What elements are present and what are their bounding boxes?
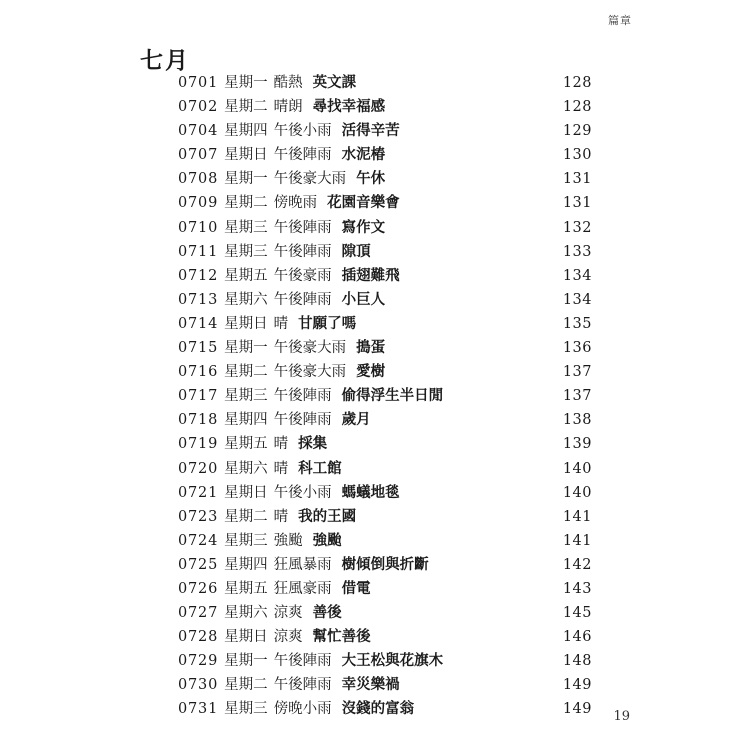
entry-title: 幫忙善後 xyxy=(312,628,371,646)
entry-weekday: 星期六 xyxy=(224,460,268,477)
entry-weather: 午後陣雨 xyxy=(273,219,332,236)
entry-title: 幸災樂禍 xyxy=(341,676,400,694)
entry-title: 愛樹 xyxy=(356,363,386,381)
entry-page-number: 149 xyxy=(562,677,592,694)
entry-page-number: 149 xyxy=(562,701,592,718)
entry-weather: 午後陣雨 xyxy=(273,388,332,405)
entry-page-number: 148 xyxy=(562,653,592,670)
toc-entry[interactable] xyxy=(178,336,592,360)
toc-entry[interactable] xyxy=(178,95,592,119)
entry-page-number: 136 xyxy=(562,340,592,357)
entry-title: 強颱 xyxy=(312,531,342,549)
entry-weekday: 星期三 xyxy=(224,701,268,718)
entry-code: 0719 xyxy=(178,436,219,453)
toc-entry[interactable] xyxy=(178,697,592,721)
entry-weather: 酷熱 xyxy=(273,75,303,91)
entry-weekday: 星期日 xyxy=(224,629,268,646)
toc-entry[interactable] xyxy=(178,625,592,649)
entry-title: 沒錢的富翁 xyxy=(341,700,415,718)
entry-weather: 午後陣雨 xyxy=(273,147,332,164)
toc-entry[interactable] xyxy=(178,649,592,673)
running-head: 篇章 xyxy=(608,14,632,27)
entry-title: 我的王國 xyxy=(298,507,357,525)
toc-entry[interactable] xyxy=(178,432,592,456)
entry-code: 0716 xyxy=(178,364,219,381)
entry-code: 0713 xyxy=(178,291,219,308)
entry-code: 0728 xyxy=(178,629,219,646)
entry-code: 0720 xyxy=(178,460,219,477)
entry-code: 0721 xyxy=(178,484,219,501)
entry-code: 0704 xyxy=(178,123,219,140)
entry-weekday: 星期二 xyxy=(224,364,268,381)
entry-page-number: 141 xyxy=(562,532,592,549)
entry-page-number: 145 xyxy=(562,605,592,622)
entry-weekday: 星期四 xyxy=(224,412,268,429)
entry-weather: 午後豪大雨 xyxy=(273,364,347,381)
toc-entry[interactable] xyxy=(178,529,592,553)
entry-page-number: 140 xyxy=(562,460,592,477)
entry-weather: 午後豪大雨 xyxy=(273,340,347,357)
toc-entry[interactable] xyxy=(178,673,592,697)
entry-page-number: 131 xyxy=(562,195,592,212)
entry-page-number: 137 xyxy=(562,364,592,381)
entry-page-number: 146 xyxy=(562,629,592,646)
entry-page-number: 142 xyxy=(562,556,592,573)
entry-page-number: 137 xyxy=(562,388,592,405)
entry-weather: 午後小雨 xyxy=(273,484,332,501)
entry-weather: 午後陣雨 xyxy=(273,243,332,260)
entry-code: 0725 xyxy=(178,556,219,573)
toc-entry[interactable] xyxy=(178,119,592,143)
entry-weather: 午後陣雨 xyxy=(273,412,332,429)
entry-code: 0702 xyxy=(178,99,219,116)
entry-weekday: 星期二 xyxy=(224,195,268,212)
entry-weather: 狂風豪雨 xyxy=(273,580,332,597)
entry-weather: 傍晚雨 xyxy=(273,195,318,212)
toc-entry[interactable] xyxy=(178,143,592,167)
section-title: 七月 xyxy=(140,47,190,74)
entry-title: 歲月 xyxy=(341,411,371,429)
toc-entry[interactable] xyxy=(178,577,592,601)
toc-entry[interactable] xyxy=(178,505,592,529)
entry-code: 0701 xyxy=(178,75,219,91)
entry-title: 英文課 xyxy=(312,74,357,91)
entry-page-number: 141 xyxy=(562,508,592,525)
entry-title: 寫作文 xyxy=(341,218,386,236)
entry-weekday: 星期二 xyxy=(224,99,268,116)
entry-title: 尋找幸福感 xyxy=(312,98,386,116)
entry-weekday: 星期五 xyxy=(224,580,268,597)
entry-title: 偷得浮生半日閒 xyxy=(341,387,444,405)
entry-weather: 傍晚小雨 xyxy=(273,701,332,718)
entry-code: 0710 xyxy=(178,219,219,236)
entry-page-number: 135 xyxy=(562,315,592,332)
entry-code: 0712 xyxy=(178,267,219,284)
entry-code: 0731 xyxy=(178,701,219,718)
entry-weekday: 星期四 xyxy=(224,556,268,573)
entry-title: 科工館 xyxy=(298,459,342,477)
entry-weekday: 星期三 xyxy=(224,388,268,405)
toc-entry[interactable] xyxy=(178,240,592,264)
entry-weekday: 星期三 xyxy=(224,243,268,260)
entry-weekday: 星期日 xyxy=(224,484,268,501)
entry-title: 水泥椿 xyxy=(341,146,386,164)
entry-weekday: 星期二 xyxy=(224,508,268,525)
entry-page-number: 138 xyxy=(562,412,592,429)
entry-weekday: 星期四 xyxy=(224,123,268,140)
entry-code: 0711 xyxy=(178,243,219,260)
entry-weekday: 星期一 xyxy=(224,75,268,91)
entry-code: 0708 xyxy=(178,171,219,188)
entry-page-number: 140 xyxy=(562,484,592,501)
page-number: 19 xyxy=(613,709,630,724)
entry-code: 0715 xyxy=(178,340,219,357)
entry-weather: 午後豪大雨 xyxy=(273,171,347,188)
entry-code: 0714 xyxy=(178,315,219,332)
entry-weather: 晴 xyxy=(273,460,289,477)
entry-title: 活得辛苦 xyxy=(341,122,400,140)
entry-page-number: 132 xyxy=(562,219,592,236)
entry-weekday: 星期一 xyxy=(224,653,268,670)
entry-weekday: 星期日 xyxy=(224,315,268,332)
entry-code: 0723 xyxy=(178,508,219,525)
entry-title: 隙頂 xyxy=(341,242,371,260)
toc-entry[interactable] xyxy=(178,360,592,384)
entry-code: 0717 xyxy=(178,388,219,405)
toc-entry[interactable] xyxy=(178,191,592,215)
toc-entry[interactable] xyxy=(178,216,592,240)
entry-page-number: 134 xyxy=(562,267,592,284)
entry-weather: 午後陣雨 xyxy=(273,653,332,670)
entry-weekday: 星期一 xyxy=(224,340,268,357)
entry-title: 善後 xyxy=(312,604,342,622)
toc-entry[interactable] xyxy=(178,408,592,432)
entry-weather: 晴 xyxy=(273,315,289,332)
entry-title: 大王松與花旗木 xyxy=(341,652,444,670)
entry-page-number: 143 xyxy=(562,580,592,597)
entry-weather: 晴 xyxy=(273,436,289,453)
entry-title: 螞蟻地毯 xyxy=(341,483,400,501)
entry-page-number: 130 xyxy=(562,147,592,164)
toc-entry[interactable] xyxy=(178,264,592,288)
entry-weekday: 星期六 xyxy=(224,605,268,622)
toc-entry[interactable] xyxy=(178,71,592,95)
entry-weekday: 星期一 xyxy=(224,171,268,188)
toc-entry[interactable] xyxy=(178,288,592,312)
entry-page-number: 139 xyxy=(562,436,592,453)
entry-page-number: 129 xyxy=(562,123,592,140)
entry-page-number: 131 xyxy=(562,171,592,188)
toc-entry[interactable] xyxy=(178,312,592,336)
toc-entry[interactable] xyxy=(178,457,592,481)
table-of-contents xyxy=(178,71,592,722)
entry-weekday: 星期六 xyxy=(224,291,268,308)
entry-weather: 午後陣雨 xyxy=(273,677,332,694)
entry-page-number: 134 xyxy=(562,291,592,308)
entry-title: 插翅難飛 xyxy=(341,266,400,284)
entry-code: 0707 xyxy=(178,147,219,164)
entry-title: 小巨人 xyxy=(341,290,386,308)
entry-title: 借電 xyxy=(341,579,371,597)
entry-weather: 午後豪雨 xyxy=(273,267,332,284)
entry-weather: 強颱 xyxy=(273,532,303,549)
entry-page-number: 128 xyxy=(562,75,592,91)
entry-title: 搗蛋 xyxy=(356,339,386,357)
entry-code: 0709 xyxy=(178,195,219,212)
entry-weekday: 星期三 xyxy=(224,532,268,549)
entry-weather: 涼爽 xyxy=(273,605,303,622)
toc-entry[interactable] xyxy=(178,553,592,577)
entry-weather: 午後小雨 xyxy=(273,123,332,140)
toc-entry[interactable] xyxy=(178,481,592,505)
entry-page-number: 128 xyxy=(562,99,592,116)
entry-title: 午休 xyxy=(356,170,386,188)
entry-title: 採集 xyxy=(298,435,328,453)
entry-code: 0724 xyxy=(178,532,219,549)
entry-weekday: 星期二 xyxy=(224,677,268,694)
entry-weather: 涼爽 xyxy=(273,629,303,646)
entry-weekday: 星期日 xyxy=(224,147,268,164)
entry-weekday: 星期三 xyxy=(224,219,268,236)
entry-page-number: 133 xyxy=(562,243,592,260)
entry-code: 0727 xyxy=(178,605,219,622)
entry-weather: 晴 xyxy=(273,508,289,525)
entry-title: 花園音樂會 xyxy=(327,194,400,212)
toc-entry[interactable] xyxy=(178,384,592,408)
entry-weekday: 星期五 xyxy=(224,267,268,284)
entry-weather: 狂風暴雨 xyxy=(273,556,332,573)
toc-entry[interactable] xyxy=(178,167,592,191)
entry-title: 樹傾倒與折斷 xyxy=(341,555,429,573)
entry-title: 甘願了嗎 xyxy=(298,314,357,332)
entry-code: 0729 xyxy=(178,653,219,670)
toc-entry[interactable] xyxy=(178,601,592,625)
entry-weather: 午後陣雨 xyxy=(273,291,332,308)
entry-code: 0726 xyxy=(178,580,219,597)
entry-code: 0718 xyxy=(178,412,219,429)
entry-weekday: 星期五 xyxy=(224,436,268,453)
entry-code: 0730 xyxy=(178,677,219,694)
entry-weather: 晴朗 xyxy=(273,99,303,116)
